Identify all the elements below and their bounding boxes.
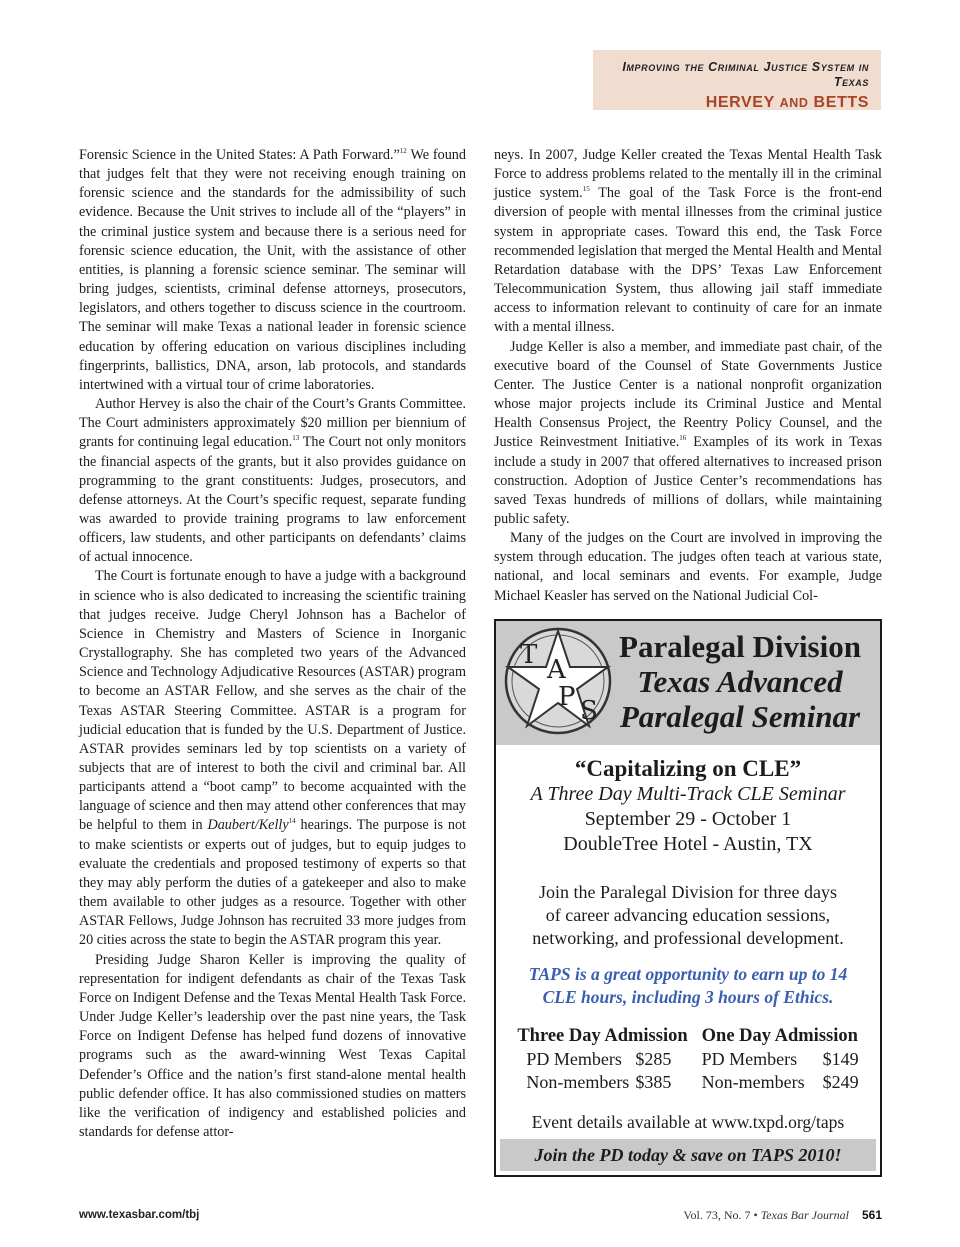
ad-description-line: of career advancing education sessions, — [545, 905, 831, 925]
footer-citation — [600, 1207, 882, 1223]
ad-heading-line: Texas Advanced — [637, 664, 843, 699]
ad-description — [496, 881, 880, 950]
footer-url: www.texasbar.com/tbj — [79, 1209, 200, 1221]
footnote-ref: 16 — [679, 434, 687, 443]
paragraph: Presiding Judge Sharon Keller is improving the quality of representation for indigent defendants as chair of the Texas Task Force on Indigent Defense and the Texas Mental Health Task Force. Under Judge Keller’s leadership over the past nine years, the Task Force on Indigent Defense has helped fund dozens of innovative programs such as the award-winning West Texas Capital Defender’s Office and the nation’s first stand-alone mental health public defender office. It has also commissioned studies on matters like the verification of indigency and established policies and standards for defense attor- — [79, 951, 466, 1140]
page-number: 561 — [861, 1208, 882, 1222]
price-value: $249 — [822, 1072, 859, 1092]
left-column — [79, 146, 466, 1142]
ad-seminar-title: “Capitalizing on CLE” — [574, 756, 802, 781]
taps-star-logo-icon — [500, 623, 616, 739]
case-name: Daubert/Kelly — [207, 817, 289, 834]
text-run: We found that judges felt that they were not receiving enough training on forensic science and the standards for the admissibility of such evidence. Because the Unit strives to include all of the “players” in the criminal justice system and because there is a serious need for forensic science education, the Unit, with the assistance of other entities, is planning a forensic science seminar. The seminar will bring judges, scientists, criminal defense attorneys, prosecutors, legislators, and others together to discuss science in the courtroom. The seminar will make Texas a national leader in forensic science education by offering education on various disciplines including fingerprints, ballistics, DNA, arson, lab protocols, and standards intertwined with a virtual tour of crime laboratories. — [79, 147, 466, 393]
ad-description-line: networking, and professional development. — [532, 928, 844, 948]
pricing-heading: Three Day Admission — [517, 1026, 688, 1046]
footnote-ref: 13 — [292, 434, 300, 443]
text-run: Examples of its work in Texas include a study in 2007 that offered alternatives to increased prison construction. Adoption of Justice Center’s recommendations has saved Texas hundreds of millions of dollars, while maintaining public safety. — [494, 434, 882, 527]
running-header — [593, 50, 881, 110]
taps-advertisement — [494, 619, 882, 1177]
ad-heading — [608, 629, 872, 734]
text-run: hearings. The purpose is not to make scientists or experts out of judges, but to equip judges to evaluate the credentials and proposed testimony of experts so that they may ably perform the duties of a gatekeeper and also to make them available to other judges as a resource. Together with other ASTAR Fellows, Judge Johnson has recruited 33 more judges from 20 cities across the state to begin the ASTAR program this year. — [79, 817, 466, 949]
price-label: Non-members — [701, 1072, 805, 1092]
price-value: $149 — [822, 1049, 859, 1069]
paragraph: Many of the judges on the Court are involved in improving the system through education. The judges often teach at various state, national, and local seminars and events. For example, Judge Michael Keasler has served on the National Judicial Col- — [494, 530, 882, 604]
ad-highlight — [496, 963, 880, 1009]
price-label: PD Members — [526, 1049, 622, 1069]
logo-letter: T — [520, 640, 538, 670]
ad-footer-banner: Join the PD today & save on TAPS 2010! — [500, 1139, 876, 1171]
text-run: The Court not only monitors the financial aspects of the grants, but it also provides guidance on programming to the grant constituents: Judges, prosecutors, and defense attorneys. At the Court’s specific request, separate funding was awarded to provide training programs to law enforcement officers, law students, and other participants on defendants’ claims of actual innocence. — [79, 434, 467, 566]
text-run: The goal of the Task Force is the front-end diversion of people with mental illnesses from the criminal justice system in appropriate cases. Toward this end, the Task Force recommended legislation that merged the Mental Health and Mental Retardation database with the DPS’ Texas Law Enforcement Telecommunication System, thus allowing jail staff immediate access to information relevant to continuity of care for an inmate with a mental illness. — [494, 185, 882, 336]
price-label: PD Members — [701, 1049, 798, 1069]
text-run: Author Hervey is also the chair of the Court’s Grants Committee. The Court administers approximately $20 million per biennium of grants for continuing legal education. — [79, 396, 466, 451]
ad-venue: DoubleTree Hotel - Austin, TX — [563, 833, 813, 855]
footer-journal: Texas Bar Journal — [760, 1208, 849, 1222]
logo-letter: A — [547, 655, 566, 685]
paragraph — [79, 146, 466, 395]
ad-description-line: Join the Paralegal Division for three days — [539, 882, 837, 902]
price-label: Non-members — [526, 1072, 630, 1092]
running-header-title: Improving the Criminal Justice System in Texas — [622, 60, 869, 89]
text-run: The Court is fortunate enough to have a judge with a background in science who is also dedicated to increasing the scientific training that judges receive. Judge Cheryl Johnson has a Bachelor of Science in Chemistry and Masters of Science in Inorganic Crystallography. She has completed two years of the Advanced Science and Technology Adjudicative Resources (ASTAR) program to become an ASTAR Fellow, and she serves as the chair of the Texas ASTAR Steering Committee. ASTAR is a program for judicial education that is funded by the U.S. Department of Justice. ASTAR provides seminars led by top scientists on a variety of subjects that are of interest to both the civil and criminal bar. All participants attend a “boot camp” to become acquainted with the language of science and then may attend other conferences that may be helpful to them in — [79, 568, 466, 834]
author-betts: BETTS — [813, 94, 869, 111]
pricing-row — [702, 1048, 859, 1071]
running-header-authors — [593, 93, 869, 113]
ad-heading-line: Paralegal Division — [619, 629, 861, 664]
right-column — [494, 146, 882, 606]
text-run: Judge Keller is also a member, and immediate past chair, of the executive board of the Counsel of State Governments Justice Center. The Justice Center is a national nonprofit organization whose major projects include its Criminal Justice and Mental Health Consensus Project, the Reentry Policy Counsel, and the Justice Reinvestment Initiative. — [494, 338, 882, 451]
paragraph — [494, 338, 882, 530]
ad-pricing — [496, 1025, 880, 1094]
three-day-pricing — [517, 1025, 687, 1094]
price-value: $285 — [635, 1049, 672, 1069]
logo-letter: P — [558, 682, 576, 712]
footer-bullet: • — [753, 1208, 758, 1222]
paragraph — [79, 567, 466, 950]
ad-body — [496, 745, 880, 1134]
price-value: $385 — [635, 1072, 672, 1092]
paragraph — [494, 146, 882, 338]
author-and: AND — [779, 96, 809, 110]
logo-letter: S — [580, 696, 598, 726]
footnote-ref: 14 — [288, 817, 296, 826]
one-day-pricing — [702, 1025, 859, 1094]
footer-volume: Vol. 73, No. 7 — [683, 1208, 751, 1222]
footnote-ref: 12 — [399, 147, 407, 155]
text-run: Forensic Science in the United States: A Path Forward.” — [79, 147, 400, 163]
pricing-row — [517, 1071, 671, 1094]
ad-highlight-line: CLE hours, including 3 hours of Ethics. — [542, 987, 834, 1007]
pricing-heading: One Day Admission — [701, 1026, 858, 1046]
ad-event-details: Event details available at www.txpd.org/taps — [531, 1112, 845, 1132]
ad-highlight-line: TAPS is a great opportunity to earn up to 14 — [528, 964, 848, 984]
pricing-row — [702, 1071, 859, 1094]
paragraph — [79, 395, 466, 567]
ad-dates: September 29 - October 1 — [584, 808, 792, 830]
author-hervey: HERVEY — [705, 94, 775, 111]
footnote-ref: 15 — [582, 185, 590, 194]
ad-header — [496, 621, 880, 745]
ad-seminar-subtitle: A Three Day Multi-Track CLE Seminar — [530, 783, 846, 805]
ad-heading-line: Paralegal Seminar — [619, 699, 861, 734]
pricing-row — [517, 1048, 671, 1071]
text-run: neys. In 2007, Judge Keller created the Texas Mental Health Task Force to address problems related to the mentally ill in the criminal justice system. — [494, 147, 882, 202]
